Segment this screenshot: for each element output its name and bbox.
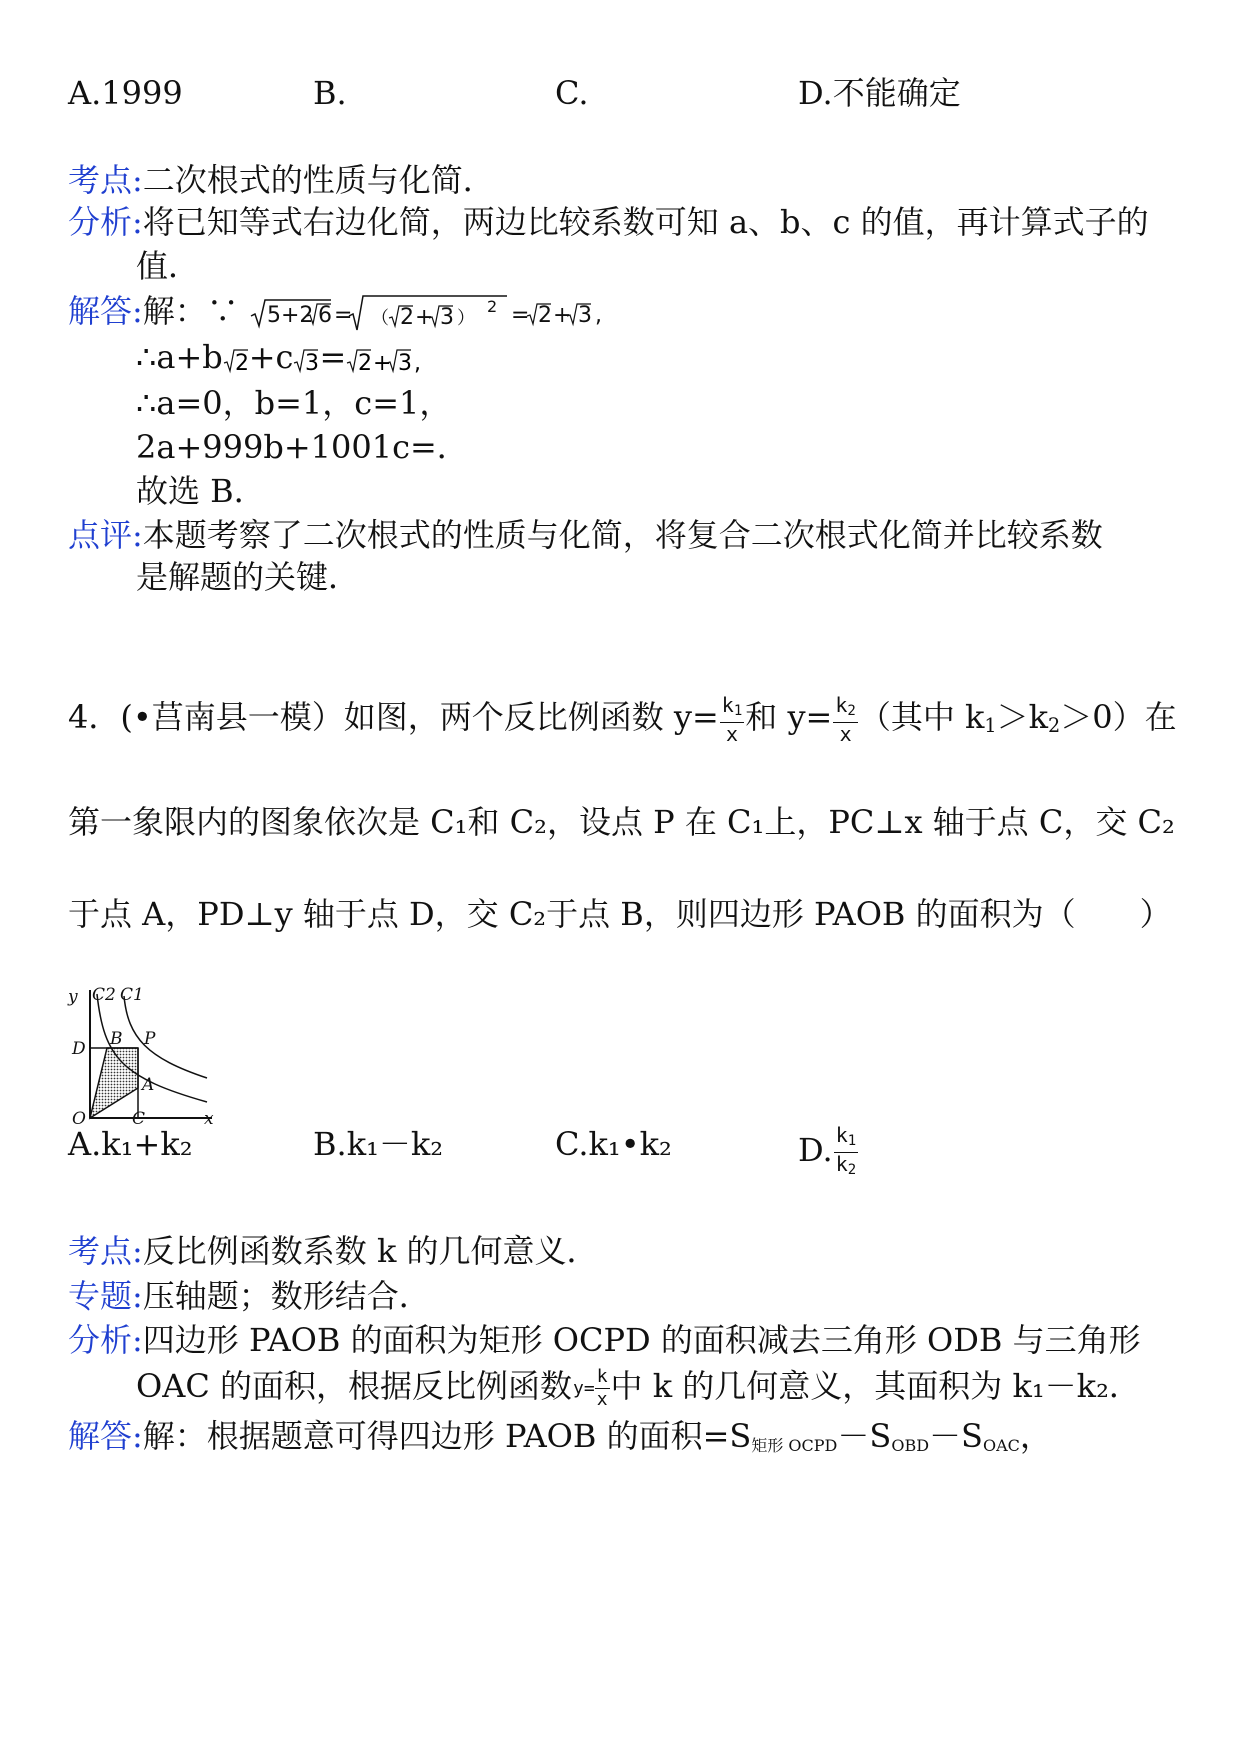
label-o: O — [72, 1109, 86, 1128]
label-x: x — [204, 1109, 214, 1128]
svg-text:+: + — [414, 304, 434, 330]
label-dianping: 点评: — [68, 516, 143, 554]
svg-text:）: ） — [456, 307, 475, 329]
q3-option-a: A.1999 — [68, 74, 183, 112]
q4-stem-line-3: 于点 A，PD⊥y 轴于点 D，交 C₂于点 B，则四边形 PAOB 的面积为（ ） — [68, 895, 1172, 933]
svg-text:6: 6 — [317, 302, 332, 328]
q3-step-3: 2a+999b+1001c=． — [136, 428, 469, 466]
label-b: B — [110, 1029, 123, 1049]
svg-text:2: 2 — [399, 304, 414, 330]
svg-text:2: 2 — [537, 302, 552, 328]
svg-text:+: + — [373, 350, 392, 376]
q3-fenxi-cont: 值． — [136, 247, 201, 285]
q3-option-c: C. — [555, 74, 589, 112]
q3-dianping: 点评:本题考察了二次根式的性质与化简，将复合二次根式化简并比较系数 — [68, 516, 1103, 554]
label-jieda: 解答: — [68, 1417, 143, 1455]
svg-text:,: , — [414, 350, 422, 376]
q4-option-a: A.k₁+k₂ — [68, 1125, 193, 1163]
sqrt-3-icon — [293, 343, 319, 377]
svg-text:2: 2 — [486, 296, 498, 316]
svg-text:+: + — [552, 302, 572, 328]
svg-text:3: 3 — [577, 302, 592, 328]
svg-text:2: 2 — [358, 350, 373, 376]
q3-option-d: D.不能确定 — [798, 74, 961, 112]
label-a: A — [142, 1075, 155, 1095]
q4-zhuanti: 专题:压轴题；数形结合． — [68, 1277, 431, 1315]
sqrt-2-icon — [223, 343, 249, 377]
label-c1: C1 — [120, 985, 144, 1005]
label-p: P — [144, 1029, 156, 1049]
svg-text:=: = — [333, 302, 353, 328]
q4-figure — [62, 978, 222, 1128]
q4-fenxi: 分析:四边形 PAOB 的面积为矩形 OCPD 的面积减去三角形 ODB 与三角形 — [68, 1321, 1141, 1359]
q4-fenxi-cont: OAC 的面积，根据反比例函数y= $\frac{k}{x}$ 中 k 的几何意义，其面积为 k₁－k₂． — [136, 1366, 1141, 1410]
q4-stem-line-1: 4．(•莒南县一模）如图，两个反比例函数 y= $\frac{k_1}{x}$ 和 y= $\frac{k_2}{x}$ （其中 $k_1>k_2>0$）在 — [68, 693, 1177, 746]
fraction-k2-over-x: $\frac{k_2}{x}$ — [835, 693, 856, 746]
fraction-k1-over-k2: $\frac{k_1}{k_2}$ — [835, 1123, 857, 1178]
svg-text:,: , — [594, 302, 602, 328]
label-kaodian: 考点: — [68, 161, 143, 199]
label-c2: C2 — [92, 985, 116, 1005]
fraction-y-equals-k-over-x: y= $\frac{k}{x}$ — [573, 1366, 608, 1410]
label-zhuanti: 专题: — [68, 1277, 143, 1315]
q4-option-b: B.k₁－k₂ — [313, 1125, 444, 1163]
svg-text:3: 3 — [398, 350, 413, 376]
q3-step-1: ∴a+b 2 +c 3 = 2 + 3 , — [136, 337, 424, 377]
q4-stem-line-2: 第一象限内的图象依次是 C₁和 C₂，设点 P 在 C₁上，PC⊥x 轴于点 C，交 C₂ — [68, 803, 1175, 841]
q3-dianping-cont: 是解题的关键． — [136, 558, 361, 596]
label-y: y — [68, 987, 78, 1007]
label-jieda: 解答: — [68, 292, 143, 330]
q4-option-d: D. $\frac{k_1}{k_2}$ — [798, 1124, 859, 1181]
q3-step-2: ∴a=0，b=1，c=1， — [136, 384, 452, 422]
svg-text:2: 2 — [234, 350, 249, 376]
q4-jieda: 解答:解：根据题意可得四边形 PAOB 的面积$=S_{矩形 OCPD}-S_{OBD}-S_{OAC}$， — [68, 1417, 1052, 1455]
sqrt-2-plus-sqrt-3 — [346, 343, 424, 377]
svg-text:（: （ — [370, 307, 389, 329]
label-d: D — [72, 1039, 86, 1059]
svg-text:5+2: 5+2 — [266, 302, 314, 328]
label-fenxi: 分析: — [68, 203, 143, 241]
label-kaodian: 考点: — [68, 1232, 143, 1270]
label-c: C — [132, 1109, 146, 1128]
q3-option-b: B. — [313, 74, 347, 112]
radical-expression-1 — [249, 294, 609, 334]
q4-option-c: C.k₁•k₂ — [555, 1125, 672, 1163]
q3-step-4: 故选 B． — [136, 472, 266, 510]
q3-fenxi: 分析:将已知等式右边化简，两边比较系数可知 a、b、c 的值，再计算式子的 — [68, 203, 1149, 241]
q3-jieda: 解答:解：∵ 5+2 6 = （ 2 + 3 ） 2 = 2 + 3 , — [68, 291, 609, 334]
svg-text:3: 3 — [305, 350, 320, 376]
label-fenxi: 分析: — [68, 1321, 143, 1359]
q3-kaodian: 考点:二次根式的性质与化简． — [68, 161, 495, 199]
shaded-quadrilateral-paob — [90, 1048, 138, 1118]
svg-text:=: = — [510, 302, 530, 328]
fraction-k1-over-x: $\frac{k_1}{x}$ — [721, 693, 743, 746]
q4-kaodian: 考点:反比例函数系数 k 的几何意义． — [68, 1232, 599, 1270]
svg-text:3: 3 — [439, 304, 454, 330]
